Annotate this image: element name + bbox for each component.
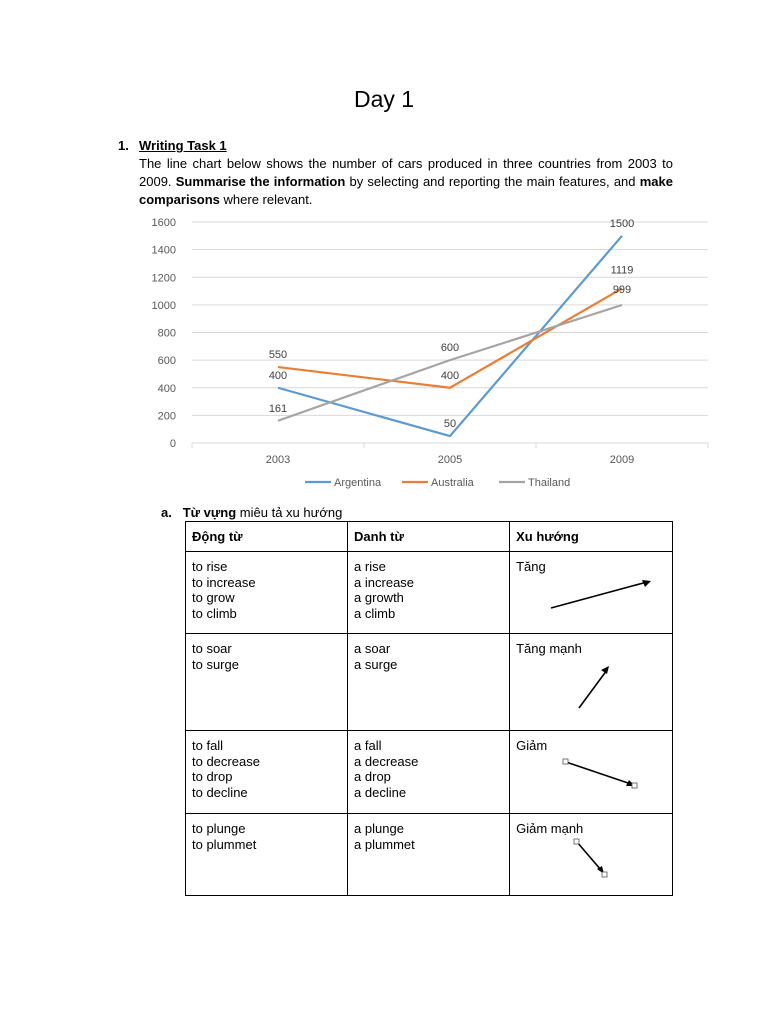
- data-label: 1119: [610, 264, 634, 277]
- noun-item: a plummet: [354, 836, 415, 852]
- verb-item: to rise: [192, 559, 228, 574]
- fall-arrow-icon: [521, 753, 661, 793]
- data-label: 400: [268, 369, 288, 382]
- vocab-table: [185, 521, 673, 896]
- data-label: 600: [440, 342, 460, 355]
- noun-item: a fall: [354, 738, 382, 753]
- trend-cell: [510, 634, 673, 731]
- intro-text-2: by selecting and reporting the main features, and: [345, 174, 640, 189]
- vocab-label-rest: miêu tả xu hướng: [236, 505, 343, 520]
- header-trend: Xu hướng: [510, 522, 673, 552]
- x-tick-label: 2005: [437, 454, 463, 466]
- trend-label: Tăng mạnh: [516, 641, 582, 656]
- verb-item: to plunge: [192, 821, 246, 836]
- trend-label: Giảm mạnh: [516, 821, 584, 836]
- vocab-row-soar: [186, 634, 673, 731]
- noun-item: a plunge: [354, 821, 404, 836]
- verbs-cell: [186, 731, 348, 814]
- y-tick-label: 1200: [151, 272, 176, 285]
- verb-item: to drop: [192, 769, 233, 784]
- plunge-arrow-icon: [521, 836, 661, 878]
- nouns-cell: [348, 552, 510, 634]
- verbs-cell: [186, 634, 348, 731]
- verb-item: to climb: [192, 605, 237, 621]
- vocab-header-row: [186, 522, 673, 552]
- vocab-row-plunge: [186, 814, 673, 896]
- data-label: 161: [268, 402, 288, 415]
- y-tick-label: 1600: [151, 217, 176, 229]
- series-line-thailand: [278, 305, 622, 421]
- header-nouns: Danh từ: [348, 522, 510, 552]
- intro-bold-1: Summarise the information: [175, 174, 346, 189]
- y-tick-label: 1000: [151, 299, 176, 312]
- page-title: Day 1: [353, 86, 415, 112]
- legend-label: Thailand: [528, 477, 571, 489]
- noun-item: a decline: [354, 784, 407, 800]
- noun-item: a climb: [354, 605, 396, 621]
- nouns-cell: [348, 634, 510, 731]
- noun-item: a decrease: [354, 753, 419, 769]
- verb-item: to decline: [192, 784, 248, 800]
- rise-arrow-icon: [521, 574, 661, 614]
- y-tick-label: 400: [157, 382, 176, 395]
- intro-bold-2: make comparisons: [139, 174, 673, 207]
- verb-item: to increase: [192, 574, 256, 590]
- legend-label: Australia: [431, 477, 474, 489]
- noun-item: a soar: [354, 641, 391, 656]
- data-label: 50: [443, 418, 457, 431]
- data-label: 400: [440, 369, 460, 382]
- nouns-cell: [348, 814, 510, 896]
- data-label: 550: [268, 349, 288, 362]
- vocab-label-bold: Từ vựng: [182, 505, 237, 520]
- noun-item: a increase: [354, 574, 415, 590]
- trend-cell: [510, 552, 673, 634]
- noun-item: a drop: [354, 769, 391, 784]
- x-tick-label: 2003: [265, 454, 291, 466]
- trend-cell: [510, 731, 673, 814]
- task-number: 1.: [118, 138, 129, 153]
- soar-arrow-icon: [521, 656, 661, 712]
- data-label: 1500: [609, 217, 635, 230]
- y-tick-label: 200: [157, 410, 176, 423]
- y-tick-label: 1400: [151, 244, 176, 257]
- noun-item: a growth: [354, 590, 404, 605]
- vocab-row-fall: [186, 731, 673, 814]
- noun-item: a rise: [354, 559, 386, 574]
- data-label: 999: [612, 284, 632, 297]
- trend-label: Tăng: [516, 559, 546, 574]
- verbs-cell: [186, 552, 348, 634]
- noun-item: a surge: [354, 656, 398, 672]
- verb-item: to fall: [192, 738, 224, 753]
- intro-text-1: The line chart below shows the number of cars produced in three countries from 2003 to 2009.: [139, 156, 673, 189]
- verb-item: to grow: [192, 590, 235, 605]
- trend-label: Giảm: [516, 738, 548, 753]
- header-verbs: Động từ: [186, 522, 348, 552]
- y-tick-label: 0: [169, 438, 176, 450]
- series-line-argentina: [278, 236, 622, 436]
- legend-label: Argentina: [334, 477, 382, 489]
- task-heading: Writing Task 1: [139, 138, 227, 153]
- y-tick-label: 600: [157, 355, 176, 368]
- verbs-cell: [186, 814, 348, 896]
- vocab-section-label: [161, 505, 342, 520]
- vocab-row-rise: [186, 552, 673, 634]
- verb-item: to surge: [192, 656, 239, 672]
- task-instructions: [139, 155, 673, 209]
- vocab-marker: a.: [161, 505, 172, 520]
- verb-item: to decrease: [192, 753, 260, 769]
- x-tick-label: 2009: [609, 454, 635, 466]
- verb-item: to soar: [192, 641, 232, 656]
- verb-item: to plummet: [192, 836, 257, 852]
- intro-text-3: where relevant.: [219, 192, 313, 207]
- y-tick-label: 800: [157, 327, 176, 340]
- line-chart: [130, 208, 720, 498]
- nouns-cell: [348, 731, 510, 814]
- trend-cell: [510, 814, 673, 896]
